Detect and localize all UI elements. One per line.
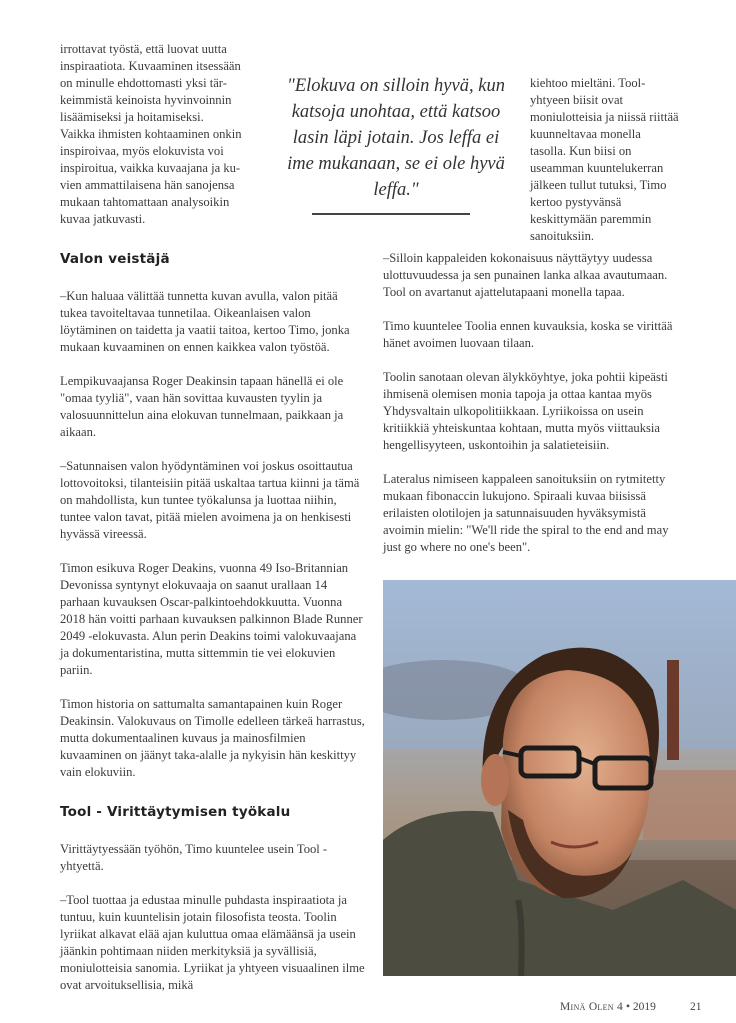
column-right	[383, 250, 683, 573]
page-number: 21	[690, 1001, 702, 1013]
intro-line: kuvaa jatkuvasti.	[60, 212, 146, 226]
portrait-illustration	[383, 580, 736, 976]
intro-line: Vaikka ihmisten kohtaaminen onkin	[60, 127, 242, 141]
intro-line: inspiraatiota. Kuvaaminen itsessään	[60, 59, 241, 73]
body-paragraph: –Satunnaisen valon hyödyntäminen voi joskus osoittautua lottovoitoksi, tilanteisiin pitää uskaltaa tartua kiinni ja tämä on mahdollista, kun tuntee työkalunsa ja luottaa niihin, tuntee valon tavat, pitää mielen avoimena ja on henkisesti hyvässä vireessä.	[60, 459, 360, 541]
section-heading-valon-veistaja: Valon veistäjä	[60, 251, 170, 267]
body-paragraph: kiehtoo mieltäni. Tool-yhtyeen biisit ovat moniulotteisia ja niissä riittää kuunneltavaa monella tasolla. Kun biisi on useamman kuuntelukerran jälkeen tullut tutuksi, Timo kertoo pystyvänsä keskittymään paremmin sanoituksiin.	[530, 76, 679, 243]
body-paragraph: Lempikuvaajansa Roger Deakinsin tapaan hänellä ei ole "omaa tyyliä", vaan hän sovittaa kuvausten tyylin ja valosuunnittelun aina elokuvan tunnelmaan, paikkaan ja aikaan.	[60, 374, 344, 439]
column-right-top	[530, 75, 680, 245]
intro-paragraph	[60, 41, 280, 228]
body-paragraph: Lateralus nimiseen kappaleen sanoituksiin on rytmitetty mukaan fibonaccin lukujono. Spiraali kuvaa biisissä erilaisten olotilojen ja satunnaisuuden hyväksymistä avoimin mielin: "We'll ride the spiral to the end and may just go where no one's been".	[383, 472, 669, 554]
intro-line: on minulle ehdottomasti yksi tär-	[60, 76, 227, 90]
body-paragraph: Timon esikuva Roger Deakins, vuonna 49 Iso-Britannian Devonissa syntynyt elokuvaaja on saanut urallaan 14 parhaan kuvauksen Oscar-palkintoehdokkuutta. Vuonna 2018 hän voitti parhaan kuvauksen palkinnon Blade Runner 2049 -elokuvasta. Alun perin Deakins toimi valokuvaajana ja dokumentaristina, mutta sittemmin tie vei elokuvien pariin.	[60, 561, 363, 677]
body-paragraph: Virittäytyessään työhön, Timo kuuntelee usein Tool -yhtyettä.	[60, 842, 328, 873]
pull-quote: "Elokuva on silloin hyvä, kun katsoja unohtaa, että katsoo lasin läpi jotain. Jos leffa ei ime mukanaan, se ei ole hyvä leffa."	[287, 76, 505, 200]
page-footer	[560, 1001, 730, 1013]
intro-line: mukaan tahtomattaan analysoikin	[60, 195, 230, 209]
body-paragraph: Timon historia on sattumalta samantapainen kuin Roger Deakinsin. Valokuvaus on Timolle edelleen tärkeä harrastus, mutta dokumentaalinen kuvaus ja mainosfilmien kuvaaminen on jäänyt taka-alalle ja nykyisin hän keskittyy vain elokuviin.	[60, 697, 365, 779]
intro-line: lisäämiseksi ja hoitamiseksi.	[60, 110, 204, 124]
portrait-photo	[383, 580, 736, 976]
body-paragraph: Toolin sanotaan olevan älykköyhtye, joka pohtii kipeästi ihmisenä olemisen monia tapoja ja ottaa kantaa myös Yhdysvaltain ulkopolitiikkaan. Lyriikoissa on usein kritiikkiä yhteiskuntaa kohtaan, mutta myös viittauksia hengellisyyteen, uskontoihin ja salatieteisiin.	[383, 370, 668, 452]
footer-bullet: •	[625, 1001, 631, 1013]
intro-line: inspiroitua, vaikka kuvaajana ja ku-	[60, 161, 241, 175]
intro-line: keimmistä keinoista hyvinvoinnin	[60, 93, 232, 107]
magazine-name: Minä Olen 4	[560, 1001, 624, 1013]
intro-line: inspiroivaa, myös elokuvista voi	[60, 144, 224, 158]
body-paragraph: –Kun haluaa välittää tunnetta kuvan avulla, valon pitää tukea tavoiteltavaa tunnetilaa. Oikeanlaisen valon löytäminen on taidetta ja vaatii taitoa, kertoo Timo, jonka mukaan kuvaaminen on ennen kaikkea valon työstöä.	[60, 289, 350, 354]
section-heading-tool: Tool - Virittäytymisen työkalu	[60, 804, 291, 820]
issue-year: 2019	[632, 1001, 656, 1013]
body-paragraph: –Silloin kappaleiden kokonaisuus näyttäytyy uudessa ulottuvuudessa ja sen punainen lanka alkaa avautumaan. Tool on avartanut ajattelutapaani monella tapaa.	[383, 251, 668, 299]
body-paragraph: Timo kuuntelee Toolia ennen kuvauksia, koska se virittää hänet avoimen luovaan tilaan.	[383, 319, 673, 350]
pull-quote-rule	[312, 213, 470, 215]
body-paragraph: –Tool tuottaa ja edustaa minulle puhdasta inspiraatiota ja tuntuu, kuin kuuntelisin jotain filosofista teosta. Toolin lyriikat alkavat elää ajan kuluttua omaa elämäänsä ja usein jäänkin pohtimaan niiden merkityksiä ja syvällisiä, moniulotteisia sanomia. Lyriikat ja yhtyeen visuaalinen ilme ovat arvoituksellisia, mikä	[60, 893, 365, 992]
intro-line: vien ammattilaisena hän sanojensa	[60, 178, 235, 192]
intro-line: irrottavat työstä, että luovat uutta	[60, 42, 227, 56]
